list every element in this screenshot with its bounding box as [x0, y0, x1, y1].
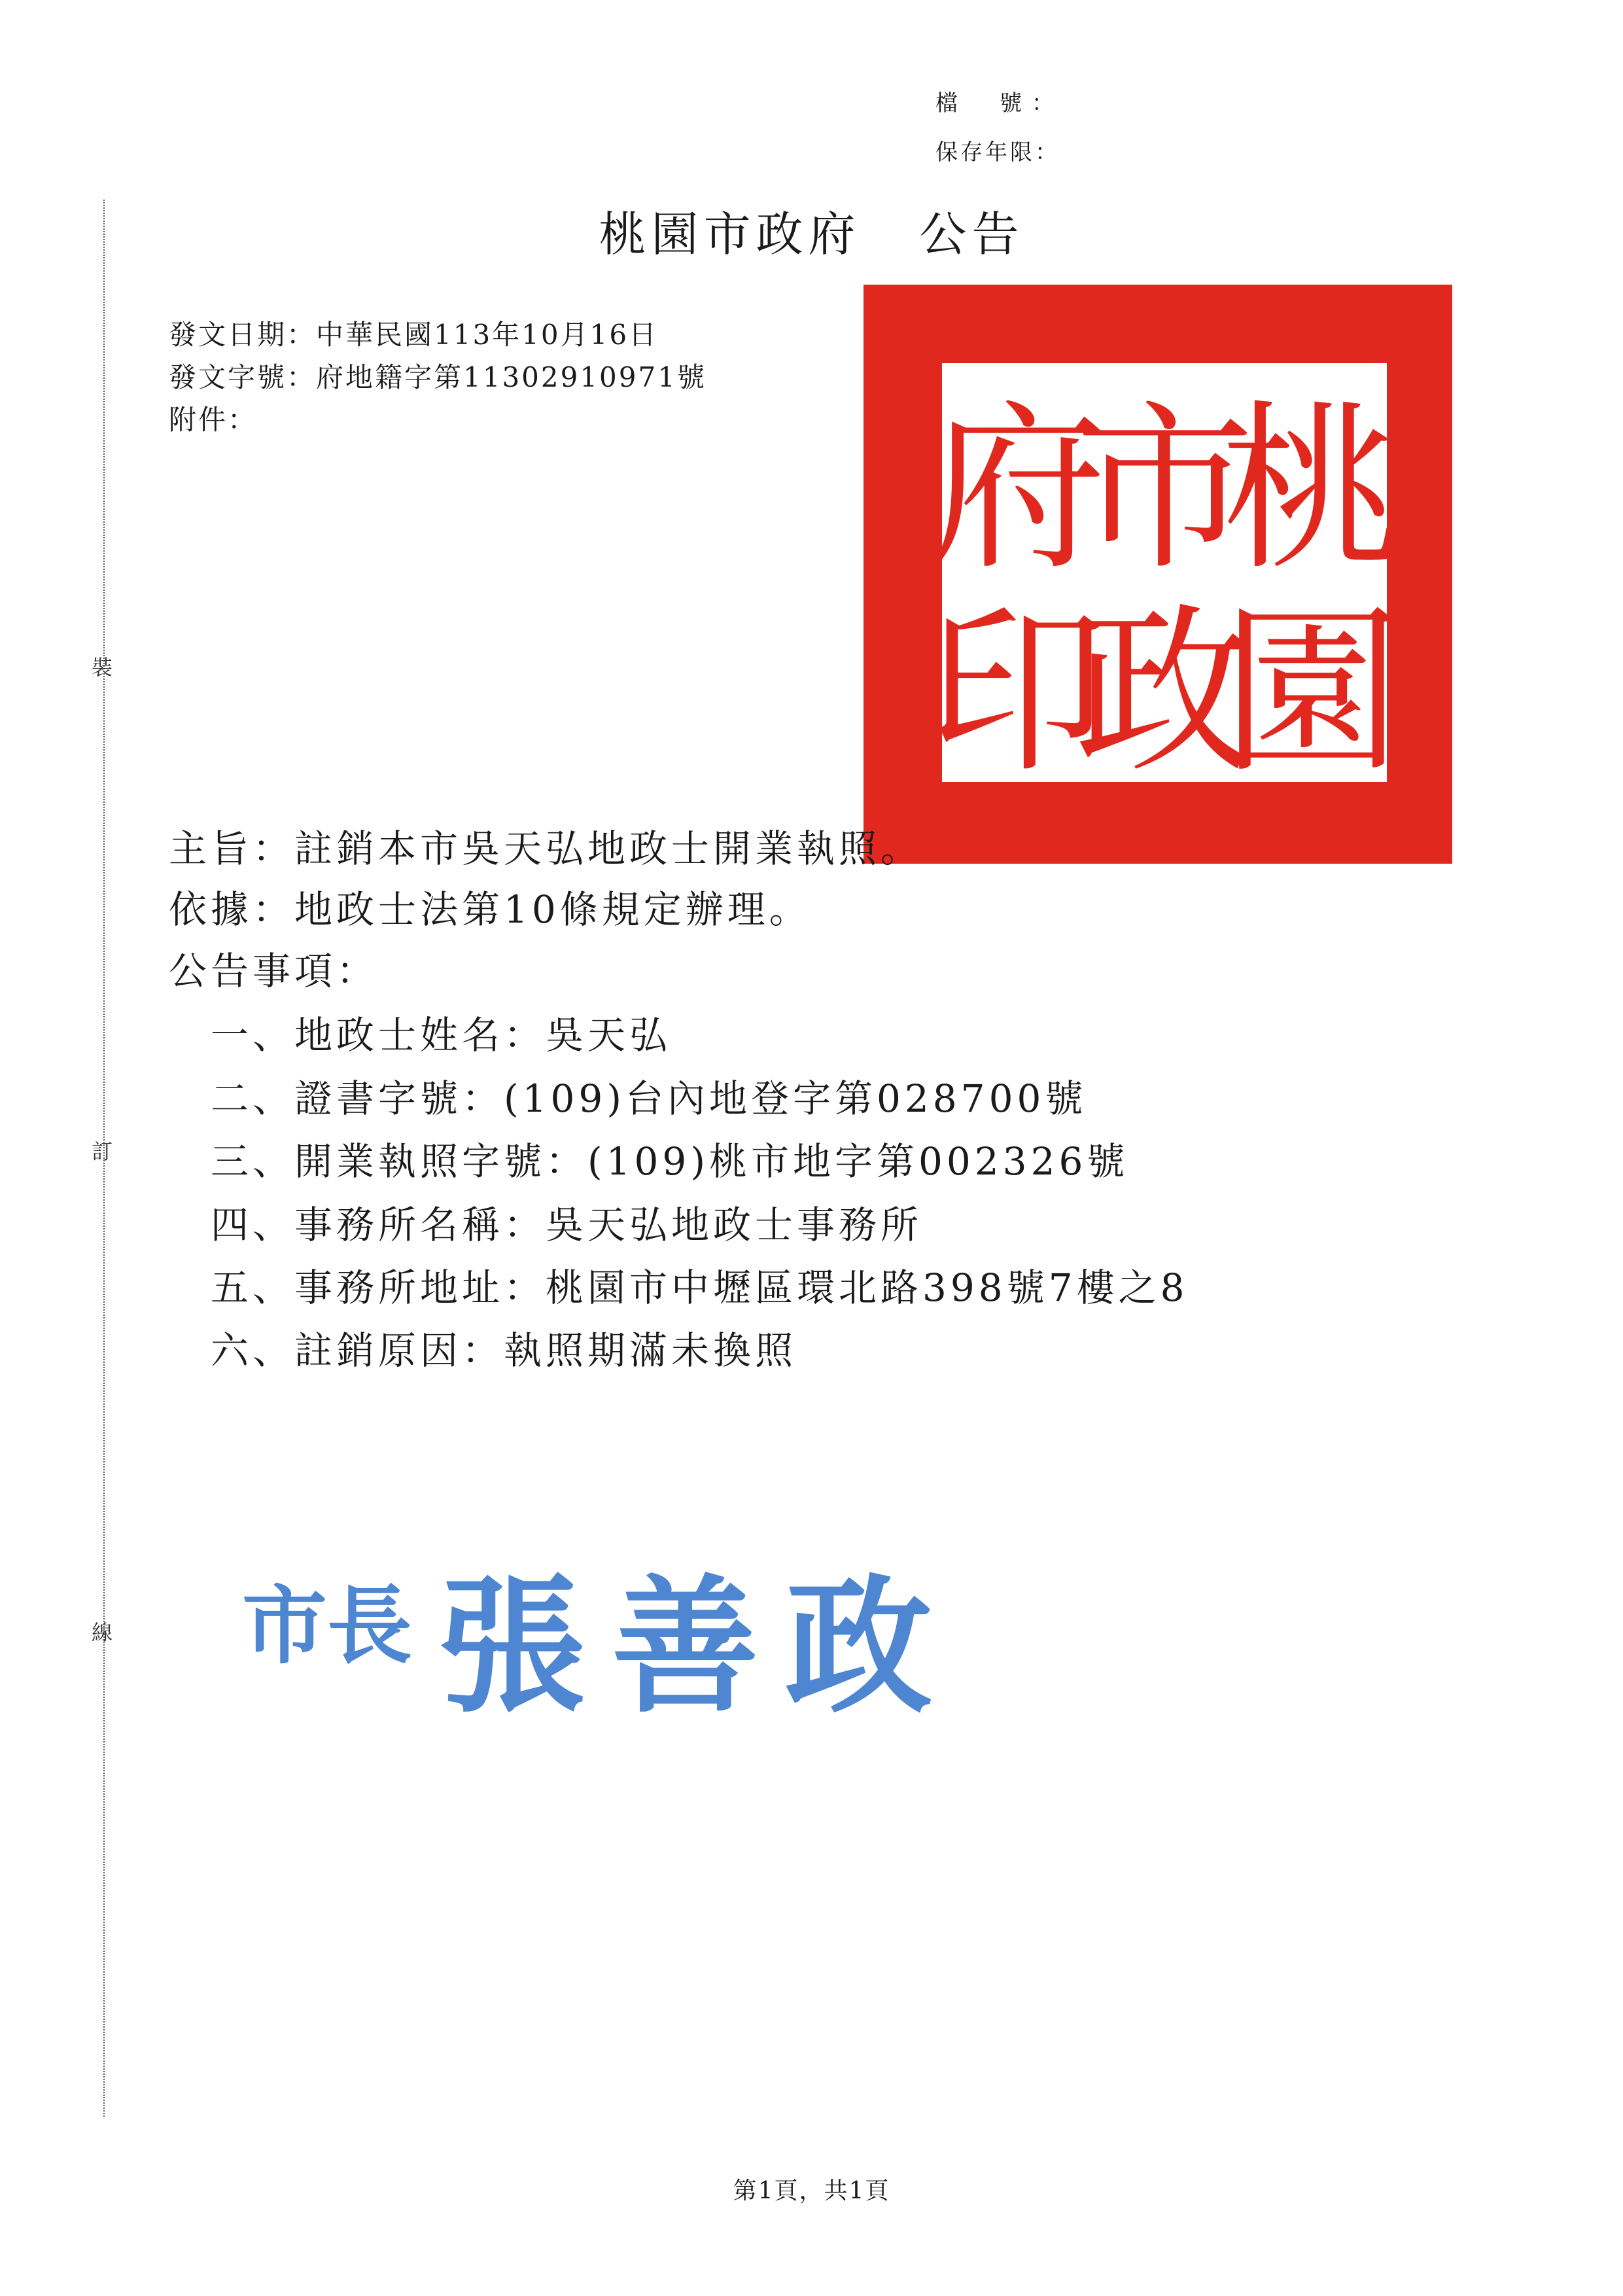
mayor-signature-stamp	[236, 1544, 1021, 1734]
signature-name: 張善政	[438, 1562, 958, 1733]
binding-mark-ding: 訂	[92, 1139, 113, 1164]
notice-item: 三、開業執照字號：(109)桃市地字第002326號	[211, 1139, 1129, 1184]
attachment-label: 附件：	[169, 404, 258, 436]
issue-number: 發文字號：府地籍字第11302910971號	[169, 361, 707, 393]
file-number-label: 檔 號：	[935, 90, 1056, 116]
basis-line: 依據：地政士法第10條規定辦理。	[169, 887, 811, 932]
binding-mark-zhuang: 裝	[92, 655, 113, 680]
seal-char-5: 府	[927, 385, 1108, 594]
signature-title: 市長	[242, 1576, 413, 1676]
retention-period-field	[935, 134, 1060, 166]
binding-mark-xian: 線	[92, 1620, 113, 1645]
subject-line: 主旨：註銷本市吳天弘地政士開業執照。	[169, 826, 923, 871]
notice-item: 二、證書字號：(109)台內地登字第028700號	[211, 1076, 1087, 1121]
agency-name: 桃園市政府	[599, 207, 861, 262]
seal-char-1: 桃	[1221, 385, 1402, 594]
seal-char-4: 政	[1074, 588, 1255, 797]
issue-date: 發文日期：中華民國113年10月16日	[169, 319, 659, 351]
document-title	[0, 196, 1623, 264]
seal-char-6: 印	[927, 588, 1108, 797]
page-number: 第1頁，共1頁	[733, 2178, 890, 2204]
seal-char-2: 園	[1221, 588, 1402, 797]
notice-heading: 公告事項：	[169, 949, 379, 993]
retention-period-label: 保存年限：	[935, 139, 1060, 166]
notice-item: 四、事務所名稱：吳天弘地政士事務所	[211, 1203, 923, 1247]
official-seal	[864, 285, 1452, 864]
seal-char-3: 市	[1074, 385, 1255, 594]
notice-item: 六、註銷原因：執照期滿未換照	[211, 1328, 797, 1373]
notice-item: 五、事務所地址：桃園市中壢區環北路398號7樓之8	[211, 1265, 1189, 1310]
notice-item: 一、地政士姓名：吳天弘	[211, 1013, 672, 1057]
file-number-field	[935, 85, 1056, 117]
document-type: 公告	[919, 207, 1024, 262]
